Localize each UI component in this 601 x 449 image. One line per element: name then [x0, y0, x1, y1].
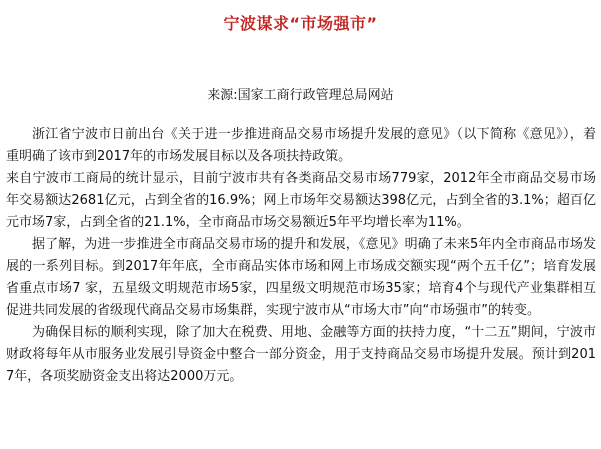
article-title: 宁波谋求“市场强市”	[223, 14, 378, 33]
article-paragraph-2: 来自宁波市工商局的统计显示，目前宁波市共有各类商品交易市场779家，2012年全市商品交易市场年交易额达2681亿元，占到全省的16.9%；网上市场年交易额达398亿元，占到全省的3.1%；超百亿元市场7家，占到全省的21.1%，全市商品市场交易额近5年平均增长率为11%。	[6, 171, 596, 230]
article-source: 来源:国家工商行政管理总局网站	[207, 88, 394, 103]
article-body	[6, 124, 596, 388]
article-paragraph-4: 为确保目标的顺利实现，除了加大在税费、用地、金融等方面的扶持力度，“十二五”期间，宁波市财政将每年从市服务业发展引导资金中整合一部分资金，用于支持商品交易市场提升发展。预计到2017年，各项奖励资金支出将达2000万元。	[6, 325, 596, 384]
article-paragraph-3: 据了解，为进一步推进全市商品交易市场的提升和发展，《意见》明确了未来5年内全市商品市场发展的一系列目标。到2017年年底，全市商品实体市场和网上市场成交额实现“两个五千亿”；培育发展省重点市场7 家，五星级文明规范市场5家，四星级文明规范市场35家；培育4个与现代产业集群相互促进共同发展的省级现代商品交易市场集群，实现宁波市从“市场大市”向“市场强市”的转变。	[6, 237, 596, 318]
article-paragraph-1: 浙江省宁波市日前出台《关于进一步推进商品交易市场提升发展的意见》（以下简称《意见》），着重明确了该市到2017年的市场发展目标以及各项扶持政策。	[6, 127, 596, 164]
